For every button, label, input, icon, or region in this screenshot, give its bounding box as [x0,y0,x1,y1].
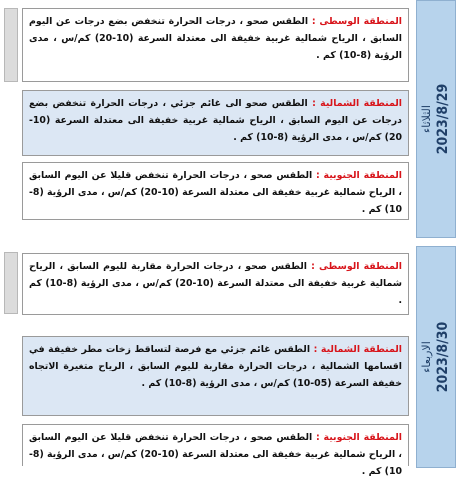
separator: : [306,261,320,272]
day-column-day1 [416,0,456,238]
day-name: الثلاثاء [420,105,433,133]
region-label: المنطقة الجنوبية [323,432,402,443]
forecast-south-day1 [22,162,409,220]
day-column-day2 [416,246,456,468]
forecast-text: الطقس صحو ، درجات الحرارة تنخفض بضع درجات عن اليوم السابق ، الرياح شمالية غربية خفيفة الى معتدلة السرعة (10-20) كم/س ، مدى الرؤية (8-10) كم . [29,16,402,61]
forecast-north-day2 [22,336,409,416]
forecast-north-day1 [22,90,409,156]
separator: : [310,344,321,355]
region-label: المنطقة الوسطى [319,16,403,27]
forecast-text: الطقس صحو الى غائم جزئي ، درجات الحرارة تنخفض بضع درجات عن اليوم السابق ، الرياح شمالية غربية خفيفة الى معتدلة السرعة (10-20) كم/س ، مدى الرؤية (8-10) كم . [29,98,402,143]
day-label-day1 [420,84,452,155]
day-date: 2023/8/30 [435,321,451,393]
forecast-central-day1 [22,8,409,82]
side-bar-day2 [4,252,18,314]
separator: : [307,98,321,109]
region-label: المنطقة الشمالية [320,98,402,109]
forecast-text: الطقس صحو ، درجات الحرارة تنخفض قليلا عن اليوم السابق ، الرياح شمالية غربية خفيفة الى معتدلة السرعة (10-20) كم/س ، مدى الرؤية (8-10) كم . [29,432,402,477]
region-label: المنطقة الجنوبية [323,170,402,181]
separator: : [308,16,320,27]
forecast-text: الطقس صحو ، درجات الحرارة مقاربة لليوم السابق ، الرياح شمالية غربية خفيفة الى معتدلة السرعة (10-20) كم/س ، مدى الرؤية (8-10) كم . [29,261,402,306]
forecast-central-day2 [22,253,409,315]
separator: : [312,170,324,181]
side-bar-day1 [4,8,18,82]
forecast-text: الطقس صحو ، درجات الحرارة تنخفض قليلا عن اليوم السابق ، الرياح شمالية غربية خفيفة الى معتدلة السرعة (10-20) كم/س ، مدى الرؤية (8-10) كم . [29,170,402,215]
region-label: المنطقة الشمالية [320,344,403,355]
day-name: الاربعاء [420,341,433,373]
day-label-day2 [420,322,452,393]
day-date: 2023/8/29 [435,83,451,155]
forecast-text: الطقس غائم جزئي مع فرصة لتساقط زخات مطر خفيفة في اقسامها الشمالية ، درجات الحرارة مقاربة لليوم السابق ، الرياح متغيرة الاتجاه خفيفة السرعة (05-10) كم/س ، مدى الرؤية (8-10) كم . [29,344,402,389]
separator: : [312,432,324,443]
forecast-south-day2 [22,424,409,477]
region-label: المنطقة الوسطى [319,261,403,272]
